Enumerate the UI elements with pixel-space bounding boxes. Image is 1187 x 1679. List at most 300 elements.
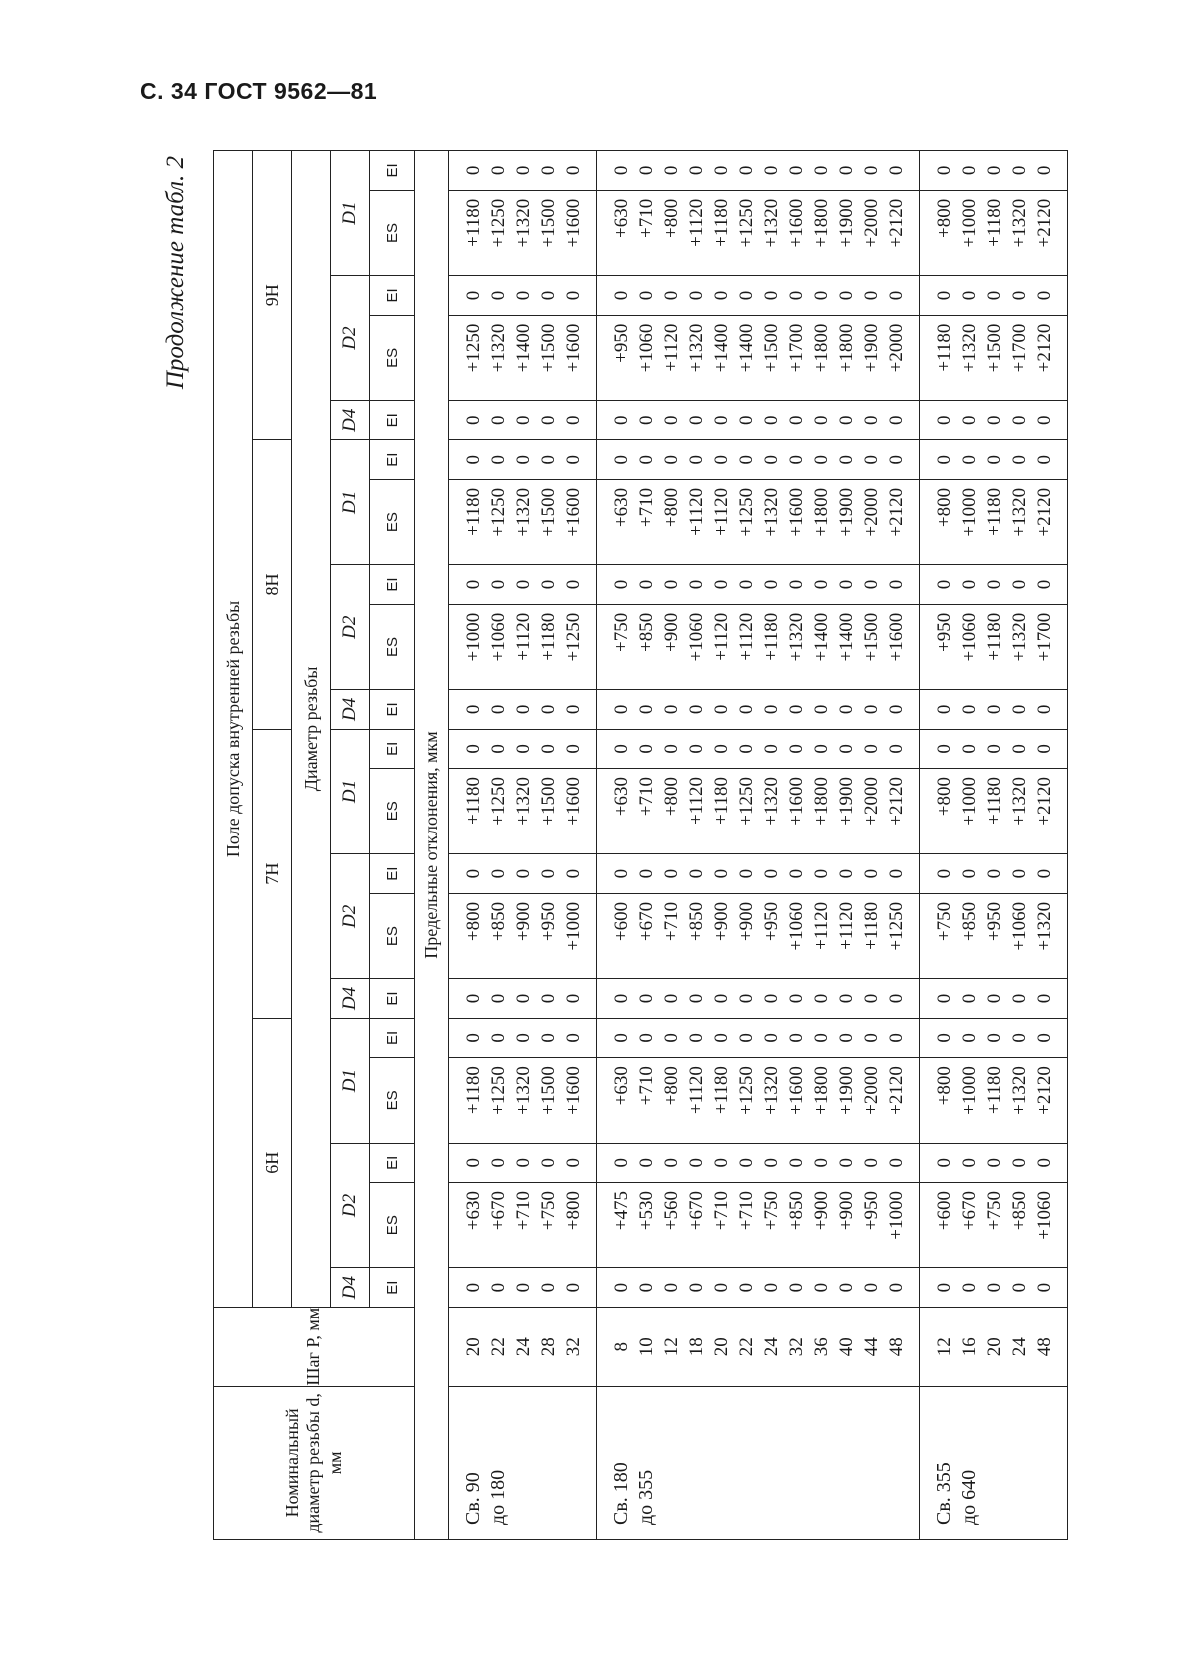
table-value: 0: [984, 704, 1005, 715]
table-value: 0: [761, 744, 782, 754]
table-value: 0: [513, 165, 534, 176]
table-value: +1800: [811, 487, 832, 537]
table-value: 0: [538, 290, 559, 301]
table-value: +1800: [811, 1066, 832, 1115]
diameter-range-cell: [597, 1386, 920, 1539]
table-value: 0: [488, 1033, 509, 1043]
table-value: 0: [661, 415, 682, 426]
table-value: 0: [934, 165, 955, 176]
table-value: +2120: [1034, 198, 1055, 248]
table-value: 0: [488, 1158, 509, 1168]
table-value: +1180: [463, 1066, 484, 1115]
table-value: +1500: [538, 777, 559, 826]
table-value: 0: [463, 1033, 484, 1043]
table-value: 0: [736, 165, 757, 176]
table-value: 0: [463, 579, 484, 590]
table-value: 0: [934, 993, 955, 1004]
d4-ei-cell: [597, 690, 920, 729]
header-sub-diameter: D4: [331, 690, 370, 729]
table-value: 36: [811, 1337, 832, 1357]
table-value: 0: [661, 704, 682, 715]
table-value: 0: [736, 1158, 757, 1168]
table-value: +800: [463, 901, 484, 942]
d4-ei-cell-list: [461, 1268, 586, 1306]
table-value: +1320: [1009, 487, 1030, 537]
d2-es-cell: [597, 1182, 920, 1267]
d2-es-cell: [597, 893, 920, 978]
table-value: 0: [1009, 290, 1030, 301]
d2-ei-cell: [597, 1143, 920, 1182]
table-value: 0: [711, 744, 732, 754]
table-value: 0: [463, 415, 484, 426]
d1-es-cell: [920, 1058, 1068, 1143]
table-value: +2120: [1034, 777, 1055, 826]
table-value: 0: [538, 993, 559, 1004]
table-value: 0: [686, 290, 707, 301]
table-value: 0: [563, 415, 584, 426]
table-value: +950: [611, 323, 632, 363]
table-value: 0: [861, 454, 882, 465]
table-value: 0: [761, 579, 782, 590]
table-value: +1600: [886, 612, 907, 662]
table-value: 0: [886, 744, 907, 754]
table-value: 0: [711, 165, 732, 176]
table-value: 0: [488, 744, 509, 754]
table-value: +1700: [1009, 323, 1030, 373]
table-value: 0: [611, 290, 632, 301]
table-value: +1060: [1034, 1190, 1055, 1240]
table-value: +2120: [886, 777, 907, 826]
table-value: +2000: [861, 1066, 882, 1115]
table-value: +1320: [761, 777, 782, 826]
table-value: 0: [538, 454, 559, 465]
table-value: +1320: [488, 323, 509, 373]
d1-es-cell-list: [609, 480, 909, 564]
table-value: 0: [611, 704, 632, 715]
header-ei: EI: [370, 854, 415, 893]
d2-ei-cell-list: [932, 276, 1057, 314]
d2-ei-cell: [449, 565, 597, 604]
table-value: +1320: [1009, 198, 1030, 248]
table-value: +2120: [1034, 487, 1055, 537]
diameter-range-line: до 355: [635, 1469, 657, 1525]
table-value: 28: [538, 1337, 559, 1357]
table-value: 0: [513, 744, 534, 754]
d1-ei-cell: [920, 151, 1068, 191]
table-value: 0: [1009, 1033, 1030, 1043]
table-value: 0: [736, 1282, 757, 1293]
table-value: 0: [836, 165, 857, 176]
d2-es-cell-list: [609, 894, 909, 978]
d4-ei-cell: [597, 979, 920, 1018]
table-value: 0: [886, 704, 907, 715]
table-value: +1180: [538, 612, 559, 661]
table-value: +600: [611, 901, 632, 942]
table-value: 0: [1034, 165, 1055, 176]
table-value: 0: [811, 415, 832, 426]
table-value: +710: [636, 198, 657, 239]
table-value: 0: [1034, 993, 1055, 1004]
table-value: 0: [984, 290, 1005, 301]
table-value: 0: [686, 415, 707, 426]
d1-ei-cell: [449, 729, 597, 768]
table-value: 0: [959, 165, 980, 176]
table-value: 0: [934, 454, 955, 465]
table-value: +1000: [563, 901, 584, 951]
table-value: 0: [836, 1282, 857, 1293]
table-value: +850: [636, 612, 657, 652]
d1-es-cell-list: [461, 191, 586, 275]
table-value: +710: [736, 1190, 757, 1231]
table-value: 0: [611, 454, 632, 465]
table-value: 0: [861, 704, 882, 715]
diameter-range-line: до 180: [487, 1469, 509, 1525]
table-value: 16: [959, 1337, 980, 1357]
d1-es-cell-list: [932, 1058, 1057, 1142]
d4-ei-cell: [920, 690, 1068, 729]
table-value: 0: [886, 993, 907, 1004]
table-value: +1320: [513, 198, 534, 248]
table-value: 0: [711, 415, 732, 426]
table-value: +1800: [811, 323, 832, 373]
table-value: +1320: [761, 487, 782, 537]
table-value: 0: [463, 993, 484, 1004]
table-value: 0: [513, 993, 534, 1004]
table-value: 0: [1034, 454, 1055, 465]
table-value: +750: [761, 1190, 782, 1231]
table-value: +1060: [959, 612, 980, 662]
table-value: +750: [984, 1190, 1005, 1231]
table-value: 0: [463, 165, 484, 176]
table-value: 0: [861, 579, 882, 590]
d2-es-cell-list: [609, 1183, 909, 1267]
table-value: 0: [761, 290, 782, 301]
table-value: 0: [811, 868, 832, 879]
pitch-cell: [597, 1307, 920, 1386]
table-value: +850: [786, 1190, 807, 1231]
table-value: +1600: [786, 198, 807, 248]
table-value: 0: [1009, 415, 1030, 426]
d2-es-cell: [449, 893, 597, 978]
table-value: 0: [686, 993, 707, 1004]
table-value: +1900: [861, 323, 882, 373]
table-value: 0: [861, 1282, 882, 1293]
header-ei: EI: [370, 979, 415, 1018]
pitch-cell: [920, 1307, 1068, 1386]
table-value: +750: [538, 1190, 559, 1231]
d2-es-cell: [449, 1182, 597, 1267]
table-row: [597, 151, 920, 1540]
table-value: 0: [836, 1033, 857, 1043]
header-es: ES: [370, 315, 415, 400]
table-value: 0: [1009, 993, 1030, 1004]
table-value: 0: [661, 1282, 682, 1293]
table-value: 0: [661, 868, 682, 879]
table-value: 0: [611, 1158, 632, 1168]
table-value: 0: [611, 1033, 632, 1043]
d2-ei-cell-list: [461, 1144, 586, 1182]
table-value: 20: [711, 1337, 732, 1357]
table-value: 0: [711, 993, 732, 1004]
table-value: 0: [736, 415, 757, 426]
table-value: +1250: [736, 777, 757, 826]
table-value: +1120: [711, 612, 732, 661]
d1-ei-cell: [920, 440, 1068, 479]
table-value: 0: [538, 415, 559, 426]
table-value: 0: [538, 744, 559, 754]
table-value: +950: [861, 1190, 882, 1231]
table-value: 0: [563, 704, 584, 715]
d1-ei-cell: [597, 151, 920, 191]
table-value: 0: [886, 579, 907, 590]
table-value: 0: [636, 1158, 657, 1168]
table-value: 0: [984, 993, 1005, 1004]
table-value: 0: [711, 1033, 732, 1043]
d1-es-cell: [449, 479, 597, 564]
d2-es-cell-list: [461, 894, 586, 978]
table-value: +1250: [488, 487, 509, 537]
table-value: +900: [711, 901, 732, 942]
d1-ei-cell-list: [609, 1019, 909, 1057]
d1-ei-cell-list: [932, 151, 1057, 190]
table-value: 0: [711, 1282, 732, 1293]
table-value: 0: [563, 744, 584, 754]
table-value: 48: [1034, 1337, 1055, 1357]
table-value: +1180: [984, 1066, 1005, 1115]
header-sub-diameter: D2: [331, 565, 370, 690]
table-value: +1250: [488, 198, 509, 248]
d1-ei-cell-list: [461, 151, 586, 190]
d1-es-cell: [597, 190, 920, 275]
table-value: 0: [636, 744, 657, 754]
d2-es-cell-list: [609, 605, 909, 689]
table-value: 0: [886, 415, 907, 426]
table-value: 0: [959, 579, 980, 590]
table-value: 0: [886, 1158, 907, 1168]
pitch-cell-list: [932, 1308, 1057, 1386]
d1-ei-cell-list: [609, 440, 909, 478]
table-value: 0: [984, 1033, 1005, 1043]
table-value: 0: [463, 290, 484, 301]
table-value: 0: [1034, 415, 1055, 426]
table-value: +1250: [736, 487, 757, 537]
table-value: 0: [836, 290, 857, 301]
table-value: 0: [959, 1158, 980, 1168]
page-header: С. 34 ГОСТ 9562—81: [140, 78, 378, 104]
d1-ei-cell-list: [461, 1019, 586, 1057]
table-value: 0: [636, 993, 657, 1004]
table-value: 0: [861, 993, 882, 1004]
table-value: 0: [1034, 868, 1055, 879]
d2-es-cell-list: [461, 1183, 586, 1267]
table-value: 0: [1034, 290, 1055, 301]
table-value: 0: [959, 868, 980, 879]
table-value: +1900: [836, 777, 857, 826]
table-value: 0: [761, 454, 782, 465]
d4-ei-cell-list: [932, 1268, 1057, 1306]
table-value: +1900: [836, 1066, 857, 1115]
table-value: 0: [686, 579, 707, 590]
table-value: 12: [934, 1337, 955, 1357]
d1-es-cell: [449, 1058, 597, 1143]
table-value: 0: [934, 579, 955, 590]
table-value: 0: [636, 454, 657, 465]
table-value: 0: [934, 1158, 955, 1168]
table-value: +1500: [538, 198, 559, 248]
d2-ei-cell-list: [461, 276, 586, 314]
table-value: +800: [934, 198, 955, 239]
deviations-row: [415, 151, 449, 1540]
table-value: 0: [861, 1158, 882, 1168]
table-value: 0: [984, 415, 1005, 426]
header-sub-diameter: D1: [331, 729, 370, 854]
table-value: 0: [661, 1158, 682, 1168]
table-value: 0: [661, 744, 682, 754]
table-value: +1120: [811, 901, 832, 950]
table-value: 0: [1034, 744, 1055, 754]
table-value: 0: [1009, 1282, 1030, 1293]
table-value: +800: [661, 487, 682, 528]
table-value: +630: [611, 777, 632, 817]
d2-es-cell-list: [932, 316, 1057, 400]
table-value: +1320: [1034, 901, 1055, 951]
d2-es-cell-list: [609, 316, 909, 400]
table-value: +2000: [861, 487, 882, 537]
table-value: +2000: [861, 198, 882, 248]
d2-ei-cell-list: [932, 854, 1057, 892]
table-value: +850: [488, 901, 509, 942]
table-value: 0: [661, 1033, 682, 1043]
d1-ei-cell-list: [461, 440, 586, 478]
table-row: [449, 151, 597, 1540]
table-value: 0: [711, 1158, 732, 1168]
table-value: 0: [959, 454, 980, 465]
table-value: 0: [611, 744, 632, 754]
d2-es-cell: [920, 893, 1068, 978]
table-value: 0: [984, 165, 1005, 176]
table-value: +1120: [686, 1066, 707, 1115]
table-value: +1600: [563, 1066, 584, 1115]
table-value: 0: [463, 1158, 484, 1168]
table-value: +1250: [488, 777, 509, 826]
table-value: 0: [661, 993, 682, 1004]
table-value: +710: [513, 1190, 534, 1231]
table-value: 0: [1034, 579, 1055, 590]
pitch-cell-list: [461, 1308, 586, 1386]
table-value: 0: [959, 993, 980, 1004]
table-value: +630: [611, 487, 632, 528]
d4-ei-cell: [449, 401, 597, 440]
d2-es-cell: [920, 315, 1068, 400]
diameter-range-cell: [920, 1386, 1068, 1539]
table-value: 0: [984, 579, 1005, 590]
d1-ei-cell-list: [461, 730, 586, 768]
table-value: +1180: [984, 198, 1005, 247]
d1-es-cell: [597, 1058, 920, 1143]
table-value: 0: [934, 868, 955, 879]
table-value: 32: [786, 1337, 807, 1357]
table-value: +1060: [786, 901, 807, 951]
table-value: +1250: [463, 323, 484, 373]
table-value: 0: [811, 1282, 832, 1293]
d2-ei-cell: [449, 276, 597, 315]
table-value: +1900: [836, 198, 857, 248]
table-value: 20: [984, 1337, 1005, 1357]
table-value: 0: [661, 290, 682, 301]
d2-es-cell-list: [461, 605, 586, 689]
header-field: 6H: [253, 1018, 292, 1307]
d1-es-cell-list: [932, 769, 1057, 853]
table-value: +2120: [886, 198, 907, 248]
d2-ei-cell: [920, 565, 1068, 604]
table-value: +1120: [736, 612, 757, 661]
table-value: 0: [513, 1158, 534, 1168]
table-value: +1000: [463, 612, 484, 662]
d1-ei-cell: [920, 729, 1068, 768]
table-value: +475: [611, 1190, 632, 1231]
table-value: 8: [611, 1342, 632, 1352]
table-value: 0: [661, 165, 682, 176]
d2-ei-cell-list: [609, 276, 909, 314]
table-value: 0: [861, 165, 882, 176]
header-es: ES: [370, 1058, 415, 1143]
table-value: 0: [636, 1282, 657, 1293]
d2-ei-cell-list: [609, 854, 909, 892]
table-value: +750: [611, 612, 632, 652]
d1-ei-cell-list: [932, 1019, 1057, 1057]
table-value: +1320: [761, 198, 782, 248]
d1-es-cell: [920, 479, 1068, 564]
table-value: +1060: [636, 323, 657, 373]
table-value: 0: [563, 1033, 584, 1043]
table-value: 0: [686, 454, 707, 465]
d2-es-cell: [920, 1182, 1068, 1267]
d4-ei-cell-list: [461, 690, 586, 728]
table-value: 0: [1009, 744, 1030, 754]
header-es: ES: [370, 769, 415, 854]
table-value: +1000: [959, 198, 980, 248]
table-value: +1060: [488, 612, 509, 662]
header-ei: EI: [370, 1018, 415, 1057]
table-value: +900: [661, 612, 682, 652]
header-thread-diameter: Диаметр резьбы: [292, 151, 331, 1308]
table-value: +2120: [1034, 1066, 1055, 1115]
d1-ei-cell-list: [609, 151, 909, 190]
table-value: +1320: [513, 487, 534, 537]
table-value: +1320: [1009, 777, 1030, 826]
table-value: +530: [636, 1190, 657, 1231]
table-value: 0: [1009, 165, 1030, 176]
header-ei: EI: [370, 440, 415, 479]
table-value: 0: [934, 744, 955, 754]
d1-ei-cell-list: [609, 730, 909, 768]
table-value: 0: [959, 1033, 980, 1043]
table-value: +1700: [1034, 612, 1055, 662]
pitch-cell-list: [609, 1308, 909, 1386]
table-value: +1320: [786, 612, 807, 662]
table-value: 0: [488, 993, 509, 1004]
d1-es-cell: [920, 769, 1068, 854]
d1-es-cell-list: [461, 1058, 586, 1142]
table-value: 0: [538, 1158, 559, 1168]
table-value: +670: [959, 1190, 980, 1231]
table-value: 0: [686, 1282, 707, 1293]
table-value: 0: [836, 1158, 857, 1168]
table-value: +560: [661, 1190, 682, 1231]
table-value: +850: [1009, 1190, 1030, 1231]
diameter-range-line: Св. 90: [462, 1472, 484, 1525]
table-value: 0: [861, 868, 882, 879]
